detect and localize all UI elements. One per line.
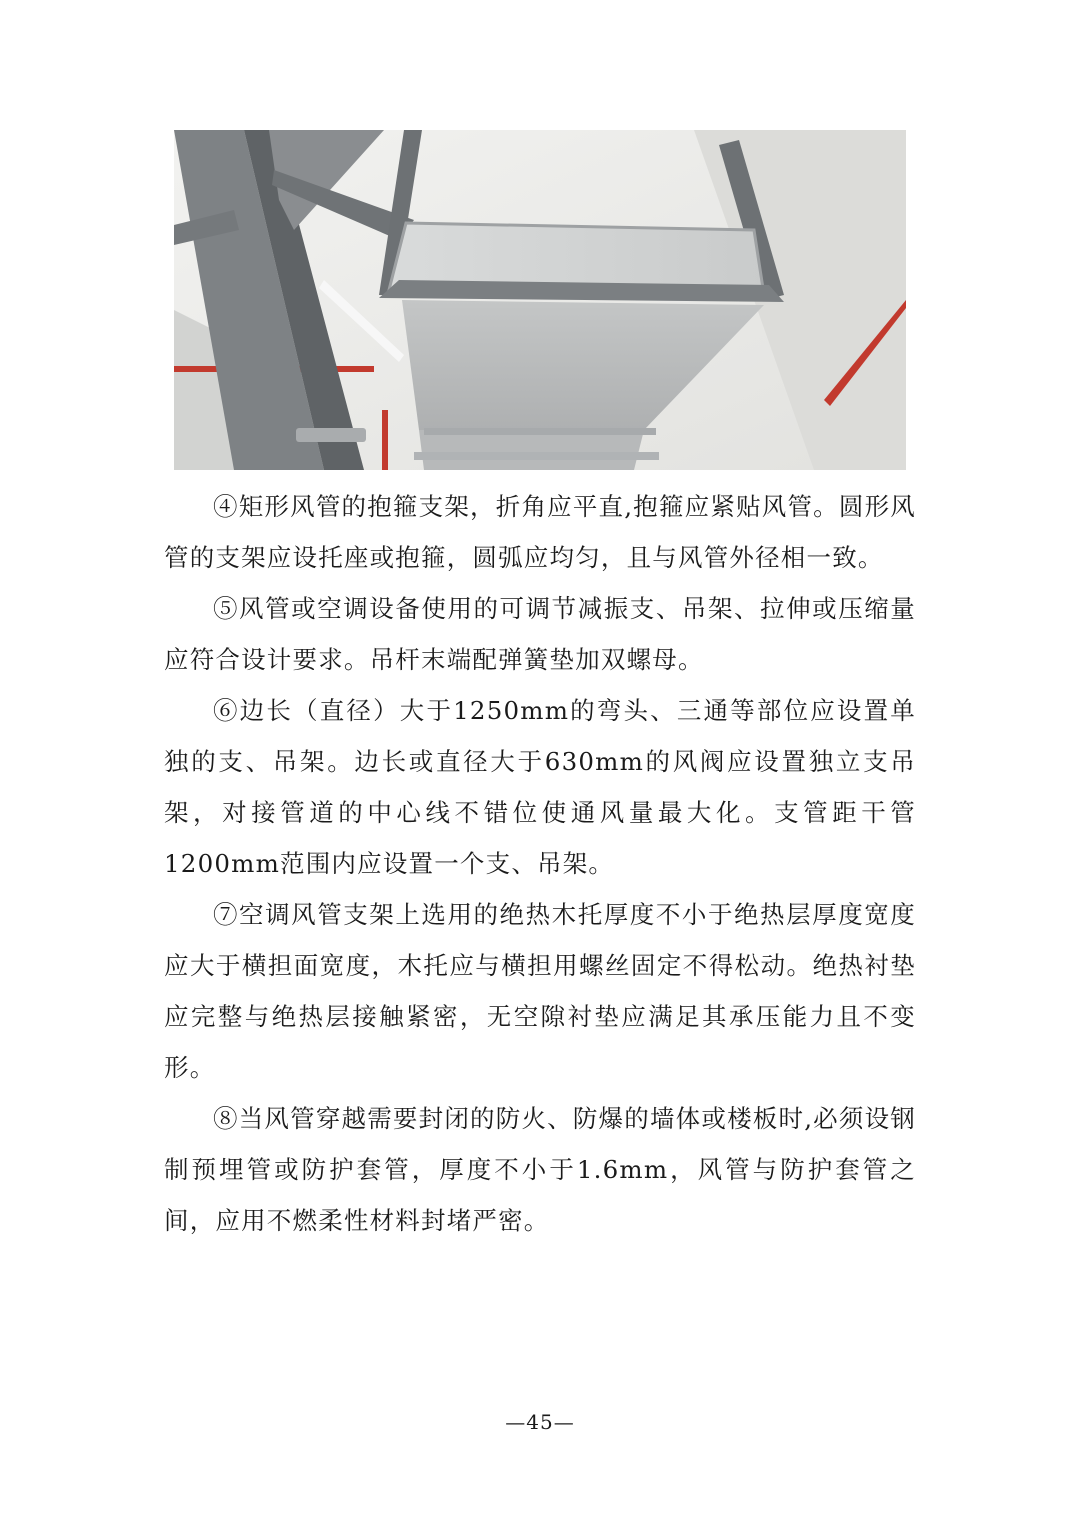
paragraph-item-7: ⑦空调风管支架上选用的绝热木托厚度不小于绝热层厚度宽度应大于横担面宽度，木托应与横担用螺丝固定不得松动。绝热衬垫应完整与绝热层接触紧密，无空隙衬垫应满足其承压能力且不变形。 [164,900,916,1082]
duct-photo-illustration [174,130,906,470]
paragraph-item-5: ⑤风管或空调设备使用的可调节减振支、吊架、拉伸或压缩量应符合设计要求。吊杆末端配弹簧垫加双螺母。 [164,594,916,674]
document-body [164,481,916,1246]
paragraph-item-6: ⑥边长（直径）大于1250mm的弯头、三通等部位应设置单独的支、吊架。边长或直径大于630mm的风阀应设置独立支吊架，对接管道的中心线不错位使通风量最大化。支管距干管1200mm范围内应设置一个支、吊架。 [164,696,916,878]
paragraph-item-4: ④矩形风管的抱箍支架，折角应平直,抱箍应紧贴风管。圆形风管的支架应设托座或抱箍，圆弧应均匀，且与风管外径相一致。 [164,492,916,572]
page-number: —45— [505,1410,575,1434]
paragraph-item-8: ⑧当风管穿越需要封闭的防火、防爆的墙体或楼板时,必须设钢制预埋管或防护套管，厚度不小于1.6mm，风管与防护套管之间，应用不燃柔性材料封堵严密。 [164,1104,916,1235]
duct-support-photo [174,130,906,470]
